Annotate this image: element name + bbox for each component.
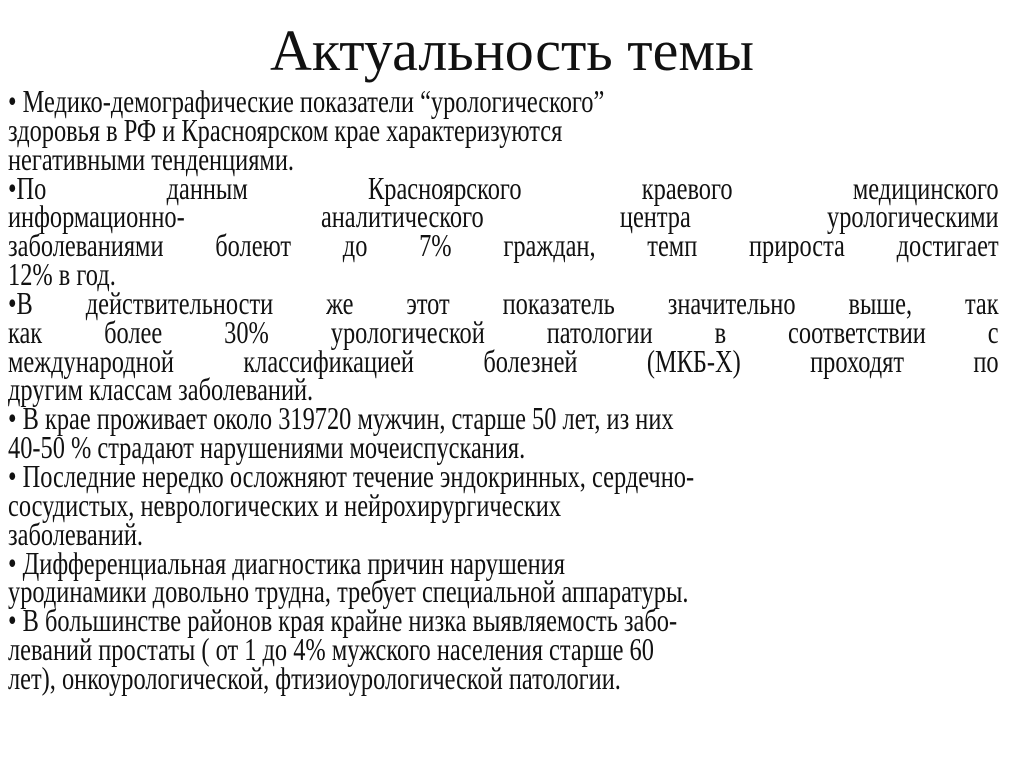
text-line: •По данным Красноярского краевого медицинского: [8, 169, 999, 206]
text-line: сосудистых, неврологических и нейрохирургических: [8, 486, 562, 523]
text-line: заболеваний.: [8, 515, 143, 552]
text-line: как более 30% урологической патологии в соответствии с: [8, 313, 999, 350]
text-line: • В крае проживает около 319720 мужчин, старше 50 лет, из них: [8, 400, 674, 437]
text-line: 12% в год.: [8, 256, 116, 293]
text-line: другим классам заболеваний.: [8, 371, 314, 408]
text-line: международной классификацией болезней (МКБ-Х) проходят по: [8, 342, 999, 379]
text-line: • Медико-демографические показатели “урологического”: [8, 83, 605, 119]
text-line: •В действительности же этот показатель значительно выше, так: [8, 284, 999, 321]
text-line: 40-50 % страдают нарушениями мочеиспускания.: [8, 429, 526, 466]
text-line: • Дифференциальная диагностика причин нарушения: [8, 544, 565, 581]
text-line: негативными тенденциями.: [8, 140, 294, 177]
text-line: • В большинстве районов края крайне низка выявляемость забо-: [8, 602, 678, 639]
slide-title: Актуальность темы: [269, 18, 755, 83]
text-line: заболеваниями болеют до 7% граждан, темп прироста достигает: [8, 227, 999, 264]
text-line: • Последние нередко осложняют течение эндокринных, сердечно-: [8, 457, 695, 494]
text-line: леваний простаты ( от 1 до 4% мужского населения старше 60: [8, 631, 654, 668]
slide-body-text: [8, 83, 1024, 696]
text-line: уродинамики довольно трудна, требует специальной аппаратуры.: [8, 573, 689, 610]
text-line: здоровья в РФ и Красноярском крае характеризуются: [8, 111, 563, 148]
text-line: информационно- аналитического центра урологическими: [8, 198, 999, 235]
text-line: лет), онкоурологической, фтизиоурологической патологии.: [8, 659, 621, 696]
